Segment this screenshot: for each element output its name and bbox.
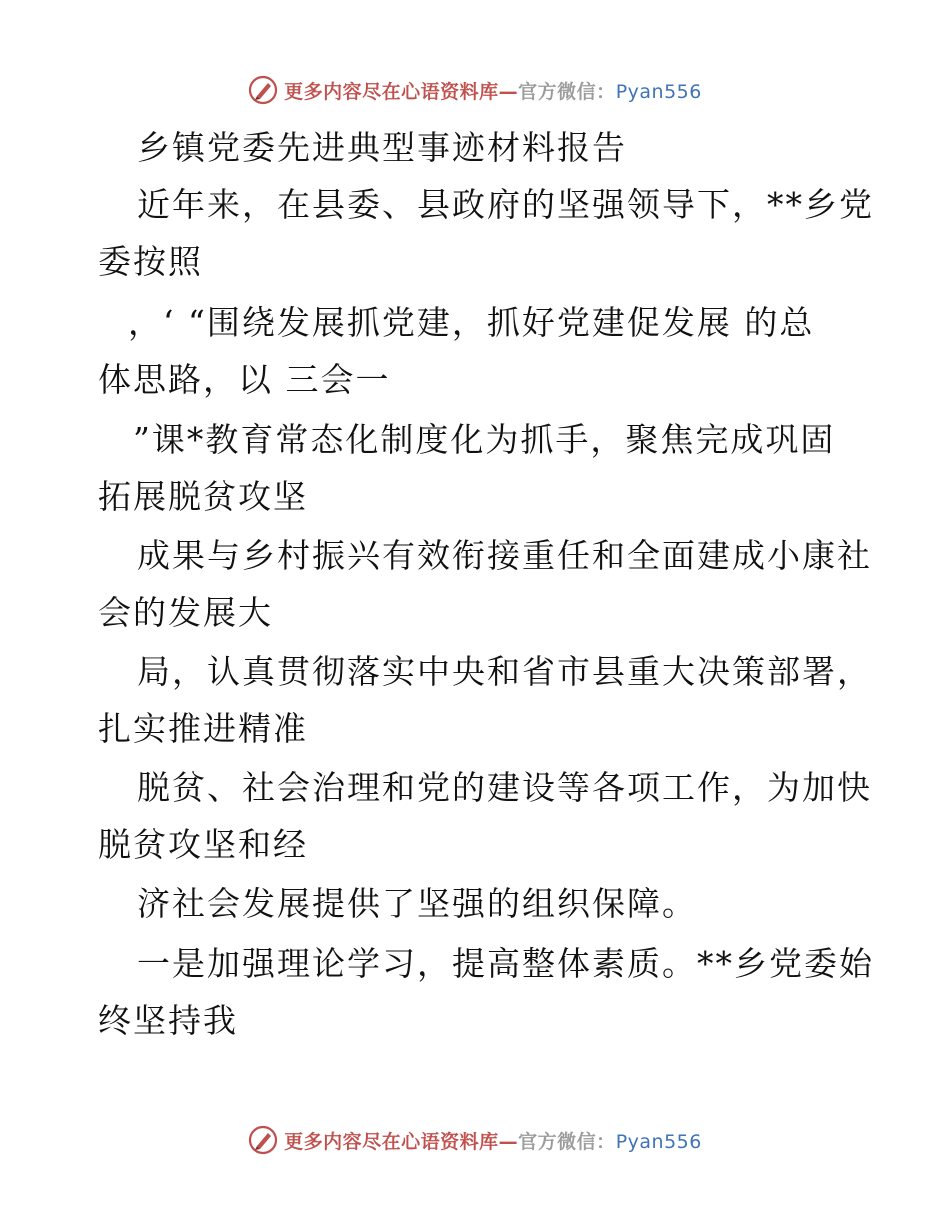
document-title: 乡镇党委先进典型事迹材料报告	[137, 128, 627, 167]
header-banner-dash: —	[498, 80, 519, 103]
footer-banner	[0, 1120, 950, 1160]
body-line: 扎实推进精准	[98, 709, 308, 748]
body-line: 一是加强理论学习，提高整体素质。**乡党委始	[137, 944, 874, 983]
pen-logo-icon	[248, 1125, 278, 1155]
body-line: ”课*教育常态化制度化为抓手，聚焦完成巩固	[133, 420, 836, 459]
body-line: 成果与乡村振兴有效衔接重任和全面建成小康社	[137, 536, 872, 575]
header-banner-account: Pyan556	[615, 80, 702, 103]
footer-banner-dash: —	[498, 1130, 519, 1153]
body-line: 脱贫、社会治理和党的建设等各项工作，为加快	[137, 768, 872, 807]
pen-logo-icon	[248, 75, 278, 105]
header-banner-prefix: 更多内容尽在心语资料库	[284, 80, 499, 103]
header-banner	[0, 70, 950, 110]
footer-banner-prefix: 更多内容尽在心语资料库	[284, 1130, 499, 1153]
body-line: 终坚持我	[98, 1001, 238, 1040]
body-line: 拓展脱贫攻坚	[98, 477, 308, 516]
footer-banner-account: Pyan556	[615, 1130, 702, 1153]
body-line: 会的发展大	[98, 593, 273, 632]
body-line: 委按照	[98, 242, 203, 281]
header-banner-middle: 官方微信：	[518, 80, 616, 103]
body-line: 体思路，以 三会一	[98, 360, 391, 399]
body-line: 近年来，在县委、县政府的坚强领导下，**乡党	[137, 185, 874, 224]
body-line: 济社会发展提供了坚强的组织保障。	[137, 884, 697, 923]
body-line: 局，认真贯彻落实中央和省市县重大决策部署，	[137, 652, 872, 691]
footer-banner-middle: 官方微信：	[518, 1130, 616, 1153]
body-line: ，‘ “围绕发展抓党建，抓好党建促发展 的总	[128, 303, 815, 342]
body-line: 脱贫攻坚和经	[98, 825, 308, 864]
footer-banner-text	[284, 1127, 702, 1154]
header-banner-text	[284, 77, 702, 104]
